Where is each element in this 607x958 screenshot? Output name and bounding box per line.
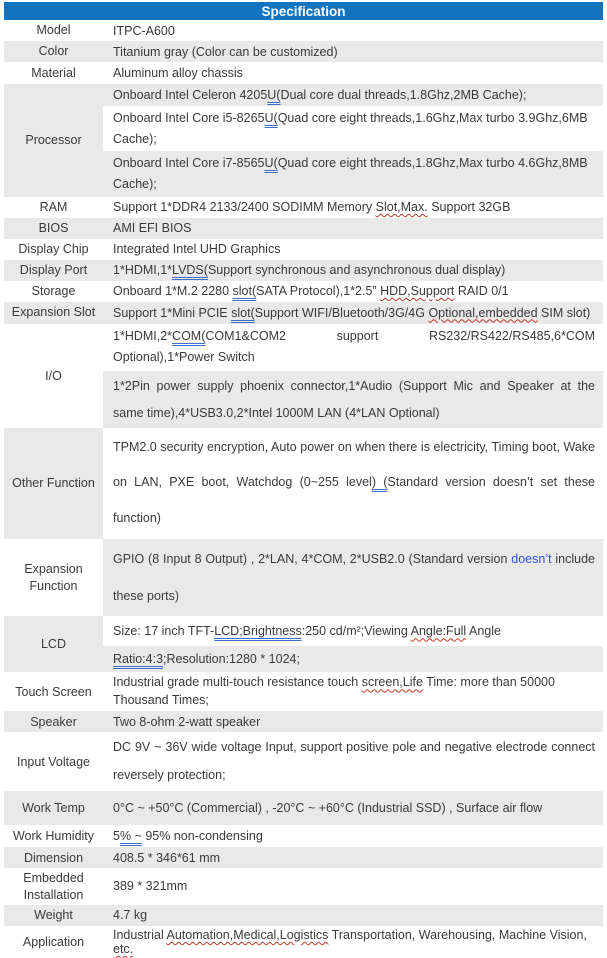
row-value-group	[103, 847, 603, 868]
spec-row	[4, 62, 603, 84]
spec-row	[4, 20, 603, 41]
row-value-cell	[103, 324, 603, 372]
value-text: Dual core dual threads,1.8Ghz,2MB Cache);	[280, 88, 527, 102]
row-value-group	[103, 791, 603, 825]
value-text: Support WIFI/Bluetooth/3G/4G	[254, 305, 429, 320]
row-value-cell	[103, 616, 603, 646]
value-text: 408.5 * 346*61 mm	[113, 850, 221, 865]
row-value-text	[113, 326, 595, 370]
row-value-group	[103, 905, 603, 926]
row-value-cell	[103, 905, 603, 926]
grammar-flagged-text: U(	[267, 88, 281, 102]
value-text: ITPC-A600	[113, 23, 175, 38]
row-value-cell	[103, 84, 603, 106]
row-value-cell	[103, 371, 603, 428]
row-value-text	[113, 801, 595, 815]
row-value-text	[113, 430, 595, 537]
highlighted-word: doesn’t	[511, 551, 552, 566]
row-value-group	[103, 732, 603, 791]
row-value-cell	[103, 151, 603, 196]
row-value-cell	[103, 926, 603, 958]
row-label: LCD	[4, 616, 103, 672]
row-value-text	[113, 284, 595, 298]
spec-row	[4, 302, 603, 324]
row-value-text	[113, 45, 595, 59]
row-value-text	[113, 908, 595, 922]
spec-row	[4, 711, 603, 732]
spec-row	[4, 324, 603, 428]
row-value-text	[113, 373, 595, 426]
value-text: Standard version doesn’t set these function)	[113, 475, 595, 525]
row-value-group	[103, 711, 603, 732]
value-text: Quad core eight threads,1.6Ghz,Max turbo 3.9Ghz,6MB Cache);	[113, 111, 588, 146]
grammar-flagged-text: % ~	[119, 829, 142, 844]
value-text: Quad core eight threads,1.8Ghz,Max turbo 4.6Ghz,8MB Cache);	[113, 156, 588, 191]
row-value-cell	[103, 711, 603, 732]
row-label: Display Chip	[18, 241, 89, 256]
row-value-text	[113, 200, 595, 214]
value-text: :250 cd/m²;Viewing	[301, 624, 411, 639]
spec-row	[4, 905, 603, 926]
spec-row	[4, 428, 603, 539]
row-value-cell	[103, 239, 603, 260]
value-text: 0°C ~ +50°C (Commercial) , -20°C ~ +60°C (Industrial SSD) , Surface air flow	[113, 801, 543, 816]
row-value-text	[113, 66, 595, 80]
row-value-text	[113, 153, 595, 194]
grammar-flagged-text: slot(	[232, 284, 257, 298]
value-text: Onboard 1*M.2 2280	[113, 284, 233, 298]
row-value-cell	[103, 825, 603, 847]
row-value-text	[113, 928, 595, 956]
row-value-cell	[103, 20, 603, 41]
row-value-cell	[103, 281, 603, 302]
spellcheck-flagged-text: etc.	[113, 941, 134, 956]
grammar-flagged-text: LVDS(	[172, 263, 208, 277]
row-value-text	[113, 879, 595, 893]
row-label: Work Temp	[4, 791, 103, 825]
row-label: Dimension	[4, 847, 103, 868]
grammar-flagged-text: LCD;Brightness	[214, 624, 302, 639]
value-text: Time: more than 50000 Thousand Times;	[113, 675, 555, 707]
value-text: Two 8-ohm 2-watt speaker	[113, 714, 261, 729]
grammar-flagged-text: COM(	[172, 328, 206, 343]
value-text: 1*HDMI,1*	[113, 263, 173, 277]
row-value-text	[113, 674, 595, 709]
value-text: Aluminum alloy chassis	[113, 66, 243, 80]
spec-row	[4, 41, 603, 62]
row-value-text	[113, 829, 595, 843]
row-value-group	[103, 825, 603, 847]
value-text: include these ports)	[113, 551, 595, 603]
spec-row	[4, 84, 603, 197]
value-text: Industrial grade multi-touch resistance touch	[113, 675, 362, 690]
row-label: Other Function	[4, 428, 103, 539]
row-value-group	[103, 239, 603, 260]
spec-row	[4, 926, 603, 958]
row-label: Expansion Function	[24, 562, 83, 593]
row-label: Processor	[4, 84, 103, 197]
spec-row	[4, 868, 603, 905]
value-text: 1*2Pin power supply phoenix connector,1*Audio (Support Mic and Speaker at the same time),4*USB3.0,2*Intel 1000M LAN (4*LAN Optional)	[113, 379, 595, 420]
spec-row	[4, 847, 603, 868]
row-label: RAM	[39, 199, 68, 214]
row-value-cell	[103, 106, 603, 151]
row-label: Work Humidity	[12, 829, 95, 844]
row-label: Display Port	[4, 260, 103, 281]
value-text: 389 * 321mm	[113, 879, 188, 894]
value-text: SATA Protocol),1*2.5”	[256, 284, 381, 298]
value-text: RAID 0/1	[454, 284, 509, 298]
spellcheck-flagged-text: HDD,Support	[380, 284, 455, 298]
value-text: TPM2.0 security encryption, Auto power on when there is electricity, Timing boot, Wake on LAN, PXE boot, Watchdog (0~255 level	[113, 439, 595, 490]
row-value-cell	[103, 868, 603, 904]
spec-row	[4, 672, 603, 711]
spellcheck-flagged-text: Automation,Medical,Logistics	[166, 927, 329, 942]
row-value-group	[103, 197, 603, 218]
row-value-group	[103, 616, 603, 672]
row-value-cell	[103, 260, 603, 281]
row-value-text	[113, 24, 595, 38]
grammar-flagged-text: Ratio:4:3	[113, 652, 164, 667]
row-value-group	[103, 868, 603, 905]
grammar-flagged-text: U(	[264, 111, 278, 125]
grammar-flagged-text: ) (	[371, 475, 388, 490]
row-label: BIOS	[4, 218, 103, 239]
row-value-cell	[103, 539, 603, 617]
row-value-text	[113, 734, 595, 789]
row-value-cell	[103, 672, 603, 711]
row-value-cell	[103, 197, 603, 218]
spellcheck-flagged-text: screen,Life	[361, 675, 423, 690]
row-value-cell	[103, 732, 603, 791]
spec-row	[4, 616, 603, 672]
row-value-text	[113, 851, 595, 865]
row-label: Touch Screen	[15, 684, 92, 699]
row-value-group	[103, 20, 603, 41]
value-text: Size: 17 inch TFT-	[113, 624, 215, 639]
value-text: Titanium gray (Color can be customized)	[113, 44, 338, 59]
row-value-group	[103, 428, 603, 539]
spec-row	[4, 825, 603, 847]
row-label: Material	[31, 65, 76, 80]
row-label: Application	[22, 934, 85, 949]
value-text: Onboard Intel Core i5-8265	[113, 111, 265, 125]
value-text: SIM slot)	[537, 305, 591, 320]
row-value-group	[103, 672, 603, 711]
value-text: Industrial	[113, 927, 167, 942]
row-value-group	[103, 281, 603, 302]
value-text: GPIO (8 Input 8 Output) , 2*LAN, 4*COM, 2*USB2.0 (Standard version	[113, 551, 512, 566]
spec-row	[4, 260, 603, 281]
row-label: I/O	[45, 368, 62, 383]
row-label: Expansion Slot	[4, 302, 103, 324]
row-value-text	[113, 242, 595, 256]
row-value-cell	[103, 41, 603, 62]
row-label: Color	[4, 41, 103, 62]
row-value-text	[113, 88, 595, 102]
row-value-text	[113, 715, 595, 729]
row-value-group	[103, 62, 603, 84]
grammar-flagged-text: slot(	[231, 305, 255, 320]
row-value-group	[103, 324, 603, 428]
row-label: Embedded Installation	[23, 871, 84, 902]
row-value-group	[103, 218, 603, 239]
value-text: 95% non-condensing	[141, 829, 263, 844]
row-value-text	[113, 263, 595, 277]
spellcheck-flagged-text: Angle:Full	[410, 624, 467, 639]
row-label: Model	[36, 23, 71, 38]
spellcheck-flagged-text: Slot,Max.	[375, 200, 428, 214]
row-value-group	[103, 926, 603, 958]
value-text: Integrated Intel UHD Graphics	[113, 242, 281, 256]
value-text: Support 1*Mini PCIE	[113, 305, 232, 320]
row-value-cell	[103, 428, 603, 539]
row-label: Weight	[4, 905, 103, 926]
spec-table	[4, 20, 603, 958]
value-text: Support synchronous and asynchronous dual display)	[207, 263, 506, 277]
row-value-group	[103, 84, 603, 197]
row-value-text	[113, 108, 595, 149]
row-value-text	[113, 624, 595, 638]
row-value-group	[103, 539, 603, 617]
row-value-text	[113, 306, 595, 320]
row-value-cell	[103, 847, 603, 868]
row-label: Storage	[31, 283, 76, 298]
value-text: 5	[113, 829, 120, 844]
row-value-cell	[103, 62, 603, 84]
row-value-group	[103, 41, 603, 62]
row-value-cell	[103, 646, 603, 672]
row-value-cell	[103, 791, 603, 825]
value-text: Angle	[466, 624, 501, 639]
table-header	[4, 2, 603, 20]
value-text: DC 9V ~ 36V wide voltage Input, support positive pole and negative electrode connect reversely protection;	[113, 740, 595, 782]
row-value-cell	[103, 218, 603, 239]
value-text: Onboard Intel Celeron 4205	[113, 88, 268, 102]
value-text: AMI EFI BIOS	[113, 221, 192, 235]
spec-row	[4, 281, 603, 302]
value-text: 1*HDMI,2*	[113, 328, 173, 343]
row-value-cell	[103, 302, 603, 324]
table-title: Specification	[261, 3, 346, 19]
value-text: Support 1*DDR4 2133/2400 SODIMM Memory	[113, 200, 376, 214]
row-value-group	[103, 260, 603, 281]
spec-row	[4, 732, 603, 791]
value-text: Onboard Intel Core i7-8565	[113, 156, 265, 171]
value-text: Support 32GB	[427, 200, 511, 214]
spec-row	[4, 239, 603, 260]
row-value-text	[113, 221, 595, 235]
value-text: 4.7 kg	[113, 908, 148, 923]
row-value-group	[103, 302, 603, 324]
spec-row	[4, 791, 603, 825]
value-text: ;Resolution:1280 * 1024;	[163, 652, 300, 667]
row-label: Speaker	[4, 711, 103, 732]
row-value-text	[113, 652, 595, 666]
value-text: Transportation, Warehousing, Machine Vision,	[328, 927, 587, 942]
spec-row	[4, 218, 603, 239]
row-label: Input Voltage	[17, 754, 90, 769]
spellcheck-flagged-text: Optional,embedded	[428, 305, 538, 320]
spec-row	[4, 197, 603, 218]
row-value-text	[113, 541, 595, 615]
grammar-flagged-text: U(	[264, 156, 278, 171]
spec-row	[4, 539, 603, 617]
value-text: COM1&COM2 support RS232/RS422/RS485,6*COM Optional),1*Power Switch	[113, 328, 595, 365]
